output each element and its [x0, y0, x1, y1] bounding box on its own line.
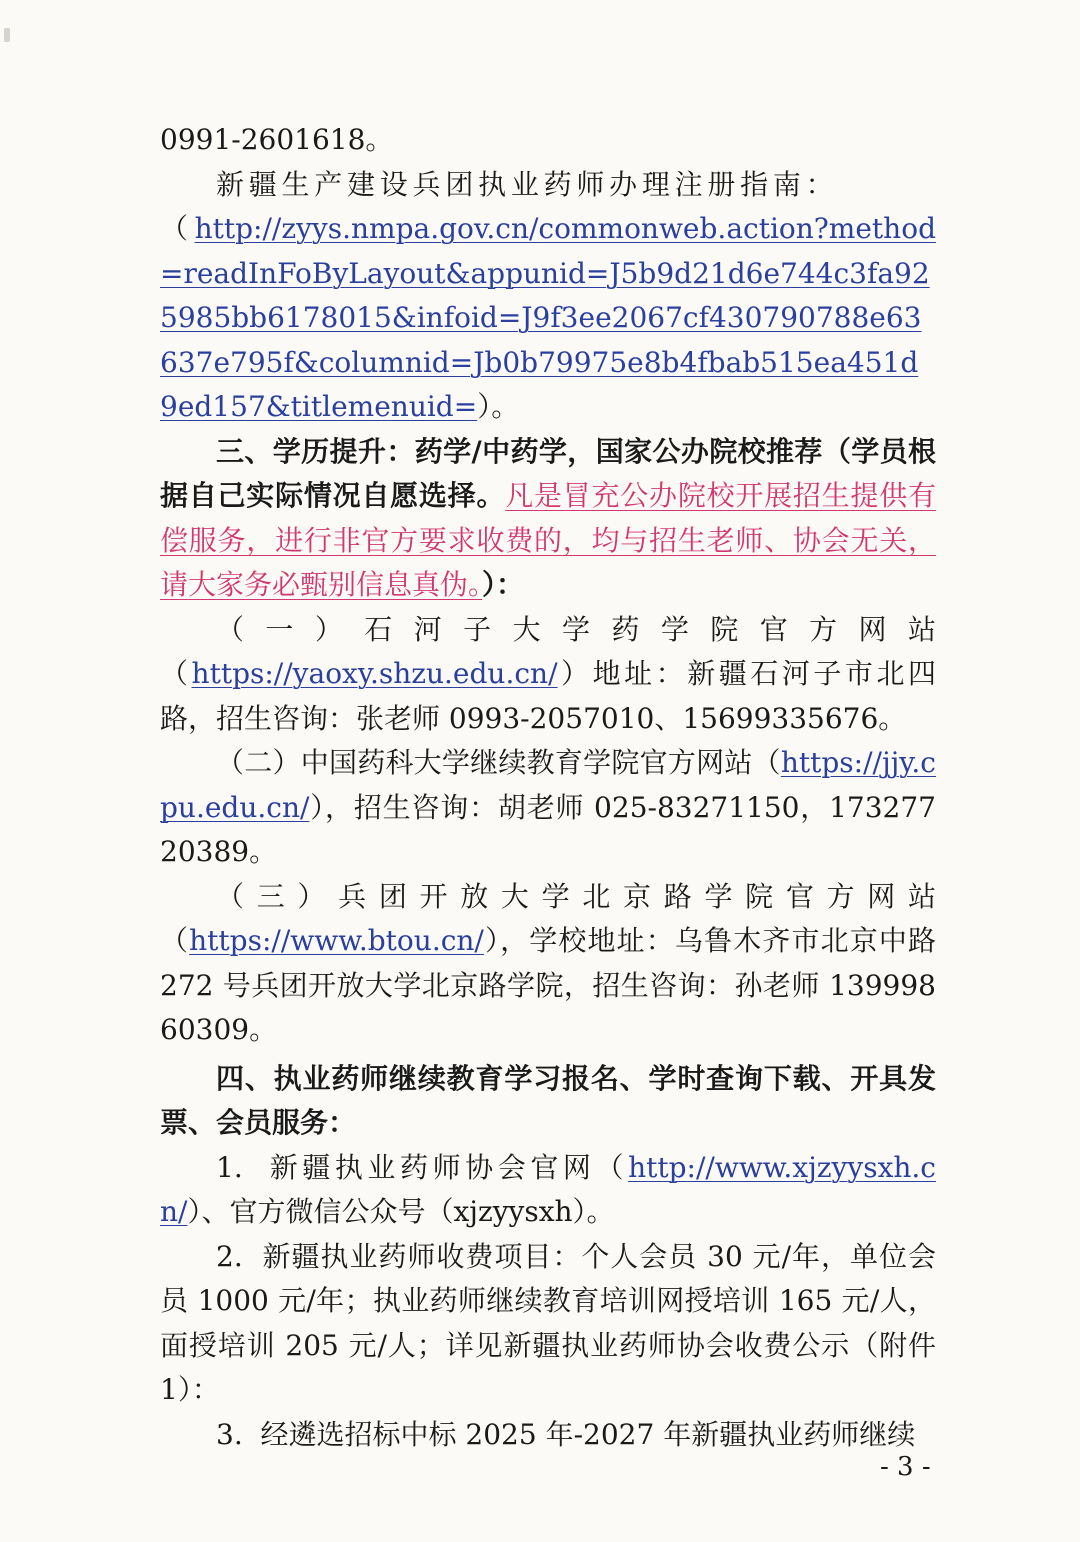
point2-paragraph [160, 1235, 936, 1413]
guide-link-paragraph [160, 207, 936, 430]
guide-registration-link[interactable]: http://zyys.nmpa.gov.cn/commonweb.action?method=readInFoByLayout&appunid=J5b9d21d6e744c3fa925985bb6178015&infoid=J9f3ee2067cf430790788e63637e795f&columnid=Jb0b79975e8b4fbab515ea451d9ed157&titlemenuid= [160, 212, 936, 423]
point1-number: 1. [216, 1150, 243, 1184]
point3-paragraph [160, 1413, 936, 1458]
section4-heading-text: 四、执业药师继续教育学习报名、学时查询下载、开具发票、会员服务： [160, 1061, 936, 1139]
point2-text: 新疆执业药师收费项目：个人会员 30 元/年，单位会员 1000 元/年；执业药师继续教育培训网授培训 165 元/人，面授培训 205 元/人；详见新疆执业药师协会收费公示（附件 1）： [160, 1239, 936, 1406]
item1-open-paren: （ [160, 657, 192, 690]
section3-warning: 凡是冒充公办院校开展招生提供有偿服务，进行非官方要求收费的，均与招生老师、协会无关，请大家务必甄别信息真伪。 [160, 479, 936, 601]
item3-label: （三）兵团开放大学北京路学院官方网站 [216, 879, 936, 913]
cpu-website-link[interactable]: https://jjy.cpu.edu.cn/ [160, 746, 936, 824]
item3-label-line [160, 875, 936, 920]
guide-close-paren: ）。 [477, 390, 520, 423]
item2-rest: ），招生咨询：胡老师 025-83271150，17327720389。 [160, 790, 936, 868]
shzu-website-link[interactable]: https://yaoxy.shzu.edu.cn/ [191, 657, 558, 690]
point3-number: 3. [216, 1417, 243, 1451]
document-body [160, 118, 936, 1457]
section3-paragraph [160, 430, 936, 608]
item3-paragraph [160, 919, 936, 1053]
point2-number: 2. [216, 1239, 243, 1273]
item2-label: （二）中国药科大学继续教育学院官方网站（ [216, 746, 781, 779]
item1-rest: ）地址：新疆石河子市北四路，招生咨询：张老师 0993-2057010、15699335676。 [160, 657, 936, 735]
section3-tail: ）： [482, 568, 525, 601]
scan-artifact [4, 28, 10, 42]
section4-heading [160, 1057, 936, 1146]
xjzyysxh-website-link[interactable]: http://www.xjzyysxh.cn/ [160, 1150, 936, 1228]
item3-open-paren: （ [160, 924, 190, 957]
section3-heading: 三、学历提升： [216, 434, 415, 468]
phone-line [160, 118, 936, 163]
phone-number-text: 0991-2601618。 [160, 123, 394, 156]
guide-open-paren: （ [160, 212, 195, 245]
guide-paragraph [160, 163, 936, 208]
section3-body: 药学/中药学，国家公办院校推荐（学员根据自己实际情况自愿选择。 [160, 434, 936, 512]
item3-rest: ），学校地址：乌鲁木齐市北京中路 272 号兵团开放大学北京路学院，招生咨询：孙老师 13999860309。 [160, 924, 936, 1046]
point3-text: 经遴选招标中标 2025 年-2027 年新疆执业药师继续 [260, 1417, 916, 1451]
point1-text: 新疆执业药师协会官网（ [269, 1150, 629, 1184]
page-number: - 3 - [880, 1452, 931, 1482]
item2-paragraph [160, 741, 936, 875]
btou-website-link[interactable]: https://www.btou.cn/ [189, 924, 484, 957]
guide-title: 新疆生产建设兵团执业药师办理注册指南： [216, 167, 839, 201]
item1-label-line [160, 608, 936, 653]
point1-rest: ）、官方微信公众号（xjzyysxh）。 [187, 1195, 615, 1228]
item1-paragraph [160, 652, 936, 741]
item1-label: （一）石河子大学药学院官方网站 [216, 612, 936, 646]
point1-paragraph [160, 1146, 936, 1235]
